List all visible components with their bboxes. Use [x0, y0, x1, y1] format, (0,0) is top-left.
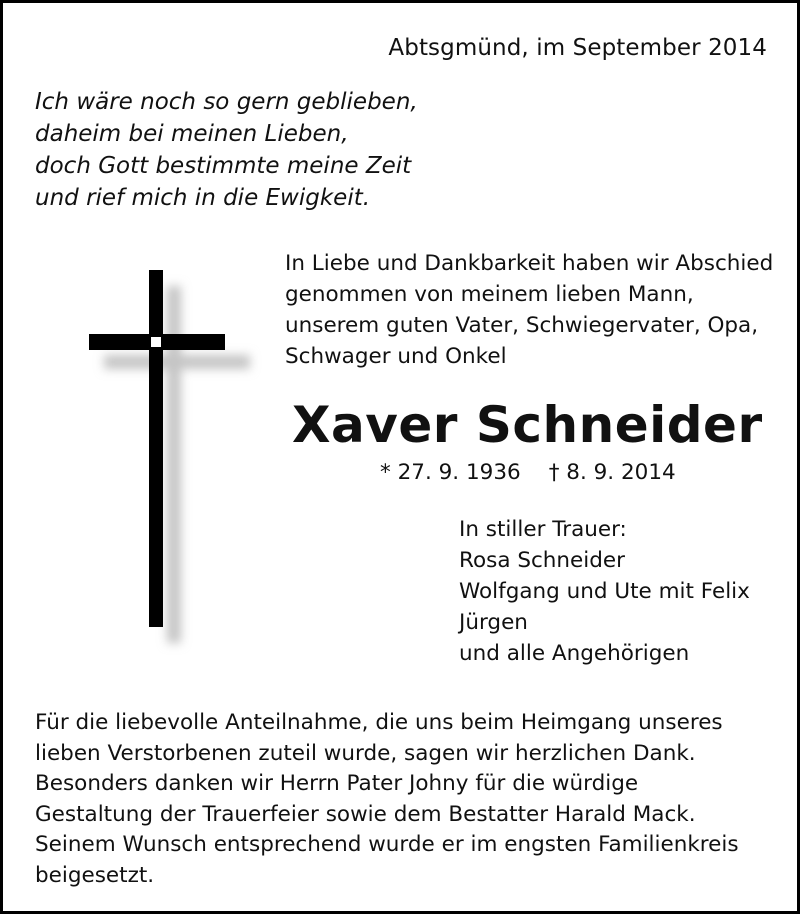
poem-line: Ich wäre noch so gern geblieben, [35, 89, 418, 115]
mourner-line: Jürgen [459, 610, 528, 635]
thanks-line: lieben Verstorbenen zuteil wurde, sagen wir herzlichen Dank. [35, 740, 696, 766]
cross-shape [89, 270, 225, 627]
farewell-intro [285, 248, 773, 372]
cross-center-highlight [151, 337, 161, 347]
poem [35, 86, 418, 214]
thanks-line: Für die liebevolle Anteilnahme, die uns beim Heimgang unseres [35, 710, 723, 735]
mourner-line: Wolfgang und Ute mit Felix [459, 579, 750, 604]
mourners-list [459, 514, 750, 669]
intro-line: unserem guten Vater, Schwiegervater, Opa, [285, 313, 759, 338]
place-date: Abtsgmünd, im September 2014 [388, 35, 767, 61]
poem-line: doch Gott bestimmte meine Zeit [35, 153, 412, 179]
mourner-line: Rosa Schneider [459, 548, 625, 573]
intro-line: In Liebe und Dankbarkeit haben wir Abschied [285, 251, 774, 276]
thanks-paragraph [35, 708, 739, 891]
intro-line: genommen von meinem lieben Mann, [285, 282, 694, 307]
thanks-line: Besonders danken wir Herrn Pater Johny für die würdige [35, 771, 639, 796]
poem-line: und rief mich in die Ewigkeit. [35, 185, 371, 211]
birth-date: * 27. 9. 1936 [380, 460, 521, 485]
death-date: † 8. 9. 2014 [548, 460, 676, 485]
thanks-line: Seinem Wunsch entsprechend wurde er im engsten Familienkreis [35, 832, 739, 857]
deceased-name: Xaver Schneider [292, 396, 763, 454]
mourner-line: und alle Angehörigen [459, 641, 690, 666]
mourner-line: In stiller Trauer: [459, 517, 627, 542]
thanks-line: beigesetzt. [35, 862, 155, 888]
poem-line: daheim bei meinen Lieben, [35, 121, 349, 147]
intro-line: Schwager und Onkel [285, 344, 507, 369]
thanks-line: Gestaltung der Trauerfeier sowie dem Bestatter Harald Mack. [35, 801, 696, 827]
life-dates [380, 460, 676, 485]
